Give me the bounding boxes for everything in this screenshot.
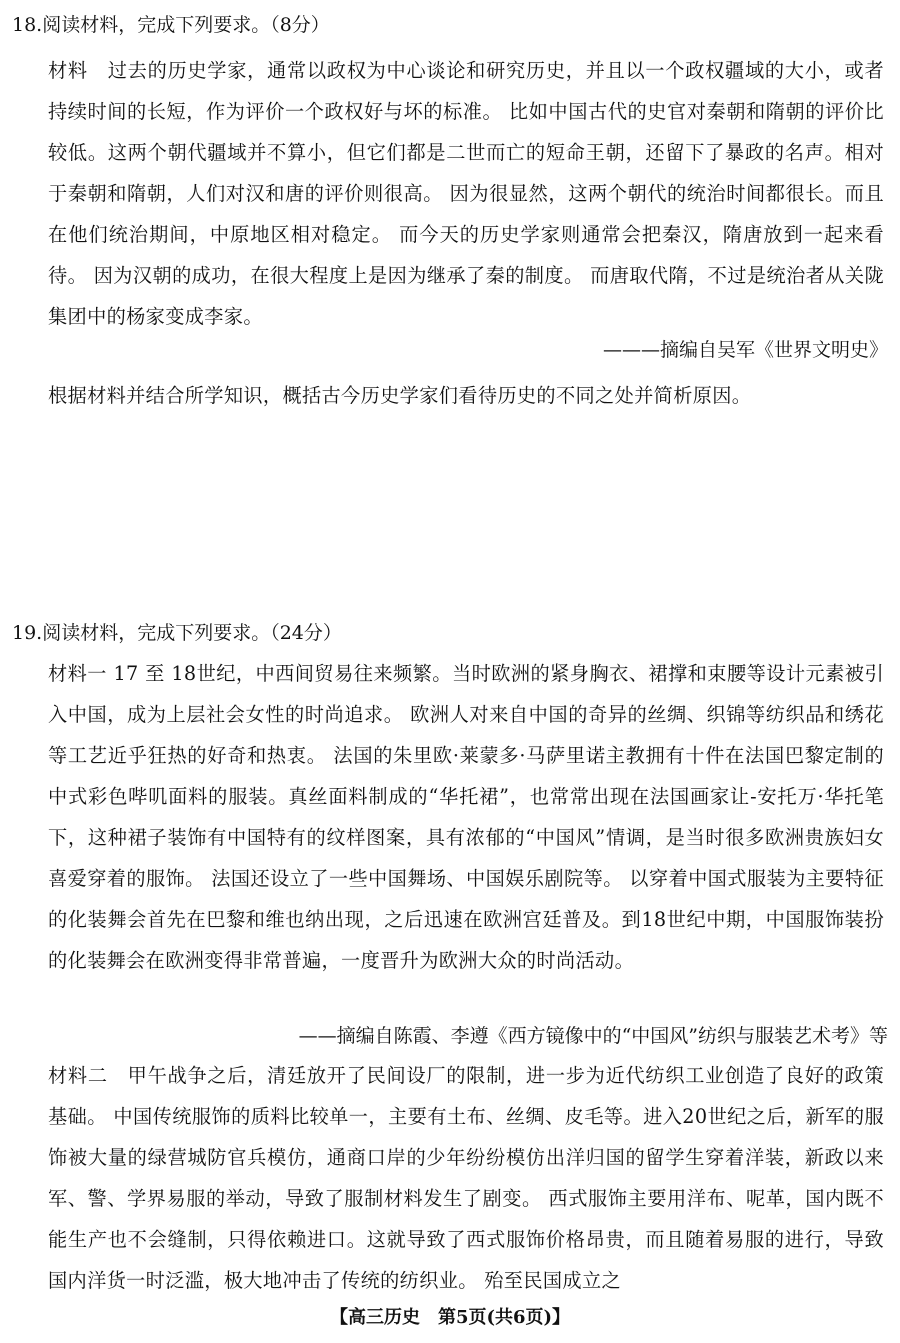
question-19-material-one-source: ——摘编自陈霞、李遵《西方镜像中的“中国风”纺织与服装艺术考》等	[298, 1025, 888, 1047]
page-footer: 【高三历史 第5页(共6页)】	[329, 1307, 571, 1328]
question-19-material-one: 材料一 17 至 18世纪，中西间贸易往来频繁。当时欧洲的紧身胸衣、裙撑和束腰等设计元素被引入中国，成为上层社会女性的时尚追求。 欧洲人对来自中国的奇异的丝绸、织锦等纺织品和绣花等工艺近乎狂热的好奇和热衷。 法国的朱里欧·莱蒙多·马萨里诺主教拥有十件在法国巴黎定制的中式彩色哔叽面料的服装。真丝面料制成的“华托裙”，也常常出现在法国画家让-安托万·华托笔下，这种裙子装饰有中国特有的纹样图案，具有浓郁的“中国风”情调，是当时很多欧洲贵族妇女喜爱穿着的服饰。 法国还设立了一些中国舞场、中国娱乐剧院等。 以穿着中国式服装为主要特征的化装舞会首先在巴黎和维也纳出现，之后迅速在欧洲宫廷普及。到18世纪中期，中国服饰装扮的化装舞会在欧洲变得非常普遍，一度晋升为欧洲大众的时尚活动。	[48, 662, 884, 972]
question-18-material: 材料 过去的历史学家，通常以政权为中心谈论和研究历史，并且以一个政权疆域的大小，或者持续时间的长短，作为评价一个政权好与坏的标准。 比如中国古代的史官对秦朝和隋朝的评价比较低。这两个朝代疆域并不算小，但它们都是二世而亡的短命王朝，还留下了暴政的名声。相对于秦朝和隋朝，人们对汉和唐的评价则很高。 因为很显然，这两个朝代的统治时间都很长。而且在他们统治期间，中原地区相对稳定。 而今天的历史学家则通常会把秦汉，隋唐放到一起来看待。 因为汉朝的成功，在很大程度上是因为继承了秦的制度。 而唐取代隋，不过是统治者从关陇集团中的杨家变成李家。	[48, 59, 884, 328]
question-19-material-two: 材料二 甲午战争之后，清廷放开了民间设厂的限制，进一步为近代纺织工业创造了良好的政策基础。 中国传统服饰的质料比较单一，主要有土布、丝绸、皮毛等。进入20世纪之后，新军的服饰被大量的绿营城防官兵模仿，通商口岸的少年纷纷模仿出洋归国的留学生穿着洋装，新政以来军、警、学界易服的举动，导致了服制材料发生了剧变。 西式服饰主要用洋布、呢革，国内既不能生产也不会缝制，只得依赖进口。这就导致了西式服饰价格昂贵，而且随着易服的进行，导致国内洋货一时泛滥，极大地冲击了传统的纺织业。 殆至民国成立之	[48, 1064, 884, 1292]
question-18-header: 18.阅读材料，完成下列要求。（8分）	[12, 14, 330, 36]
question-18-source: ———摘编自吴军《世界文明史》	[602, 339, 888, 361]
question-19-header: 19.阅读材料，完成下列要求。（24分）	[12, 622, 342, 644]
question-18-prompt: 根据材料并结合所学知识，概括古今历史学家们看待历史的不同之处并简析原因。	[48, 384, 752, 407]
